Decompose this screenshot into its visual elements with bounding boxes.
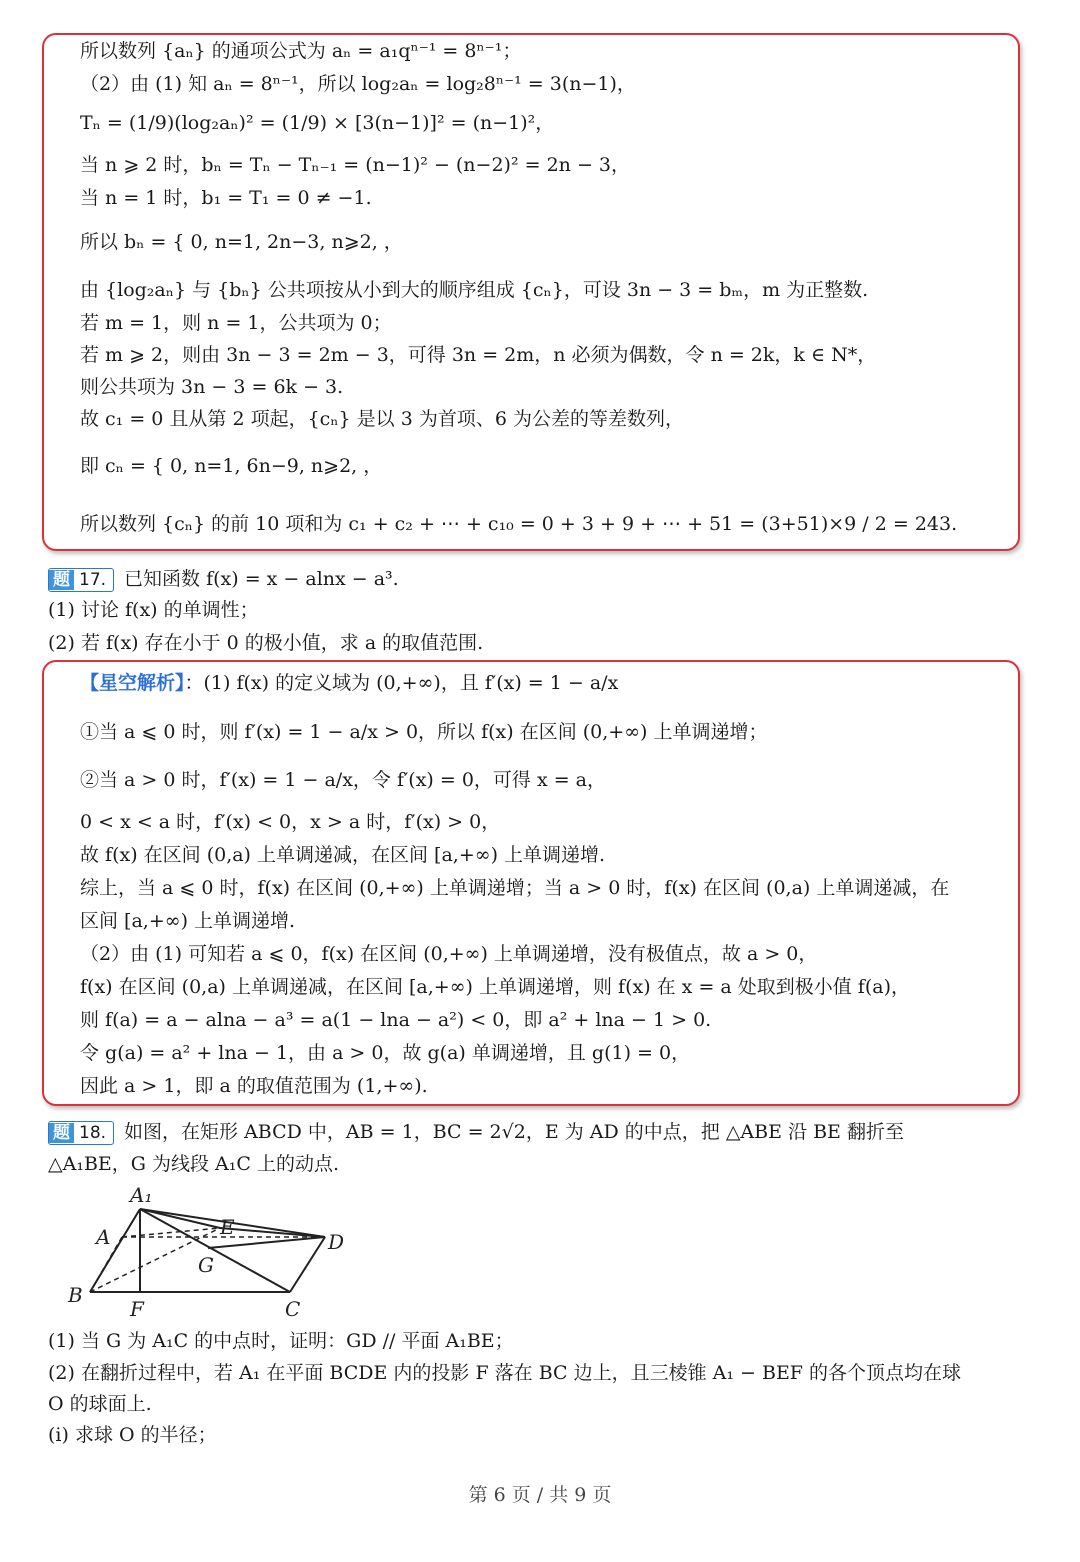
sol16-line-5: 当 n = 1 时，b₁ = T₁ = 0 ≠ −1. (80, 187, 372, 209)
label-B: B (68, 1283, 83, 1307)
sol16-line-2: （2）由 (1) 知 aₙ = 8ⁿ⁻¹，所以 log₂aₙ = log₂8ⁿ⁻¹ = 3(n−1)， (80, 73, 636, 95)
sol16-line-6: 所以 bₙ = { 0, n=1, 2n−3, n⩾2, ， (80, 231, 403, 253)
sol16-line-13: 所以数列 {cₙ} 的前 10 项和为 c₁ + c₂ + ⋯ + c₁₀ = 0 + 3 + 9 + ⋯ + 51 = (3+51)×9 / 2 = 243. (80, 513, 958, 535)
label-D: D (328, 1230, 345, 1254)
edge-A1-C (140, 1209, 290, 1292)
sol17-line-2: ①当 a ⩽ 0 时，则 f′(x) = 1 − a/x > 0，所以 f(x) 在区间 (0,+∞) 上单调递增； (80, 721, 768, 743)
label-C: C (285, 1297, 301, 1321)
sol17-line-12: 因此 a > 1，即 a 的取值范围为 (1,+∞). (80, 1075, 428, 1097)
question-tag (48, 568, 114, 592)
question-tag (48, 1121, 114, 1145)
sol17-line-11: 令 g(a) = a² + lna − 1，由 a > 0，故 g(a) 单调递增，且 g(1) = 0， (80, 1042, 691, 1064)
sol17-line-9: f(x) 在区间 (0,a) 上单调递减，在区间 [a,+∞) 上单调递增，则 f(x) 在 x = a 处取到极小值 f(a)， (80, 976, 910, 998)
question-17-stem (48, 566, 399, 592)
sol17-line-7: 区间 [a,+∞) 上单调递增. (80, 910, 296, 932)
page-number: 第 6 页 / 共 9 页 (468, 1484, 612, 1506)
question-tag-label: 题 (49, 1123, 74, 1143)
question-17-text: 已知函数 f(x) = x − alnx − a³. (124, 568, 399, 590)
sol17-line-8: （2）由 (1) 可知若 a ⩽ 0，f(x) 在区间 (0,+∞) 上单调递增，没有极值点，故 a > 0， (80, 943, 818, 965)
question-18-part-2-i: (ⅰ) 求球 O 的半径； (48, 1424, 217, 1446)
sol16-line-4: 当 n ⩾ 2 时，bₙ = Tₙ − Tₙ₋₁ = (n−1)² − (n−2)² = 2n − 3， (80, 154, 630, 176)
question-18-stem-2: △A₁BE，G 为线段 A₁C 上的动点. (48, 1153, 339, 1175)
edge-C-D (290, 1237, 325, 1292)
sol16-line-1: 所以数列 {aₙ} 的通项公式为 aₙ = a₁qⁿ⁻¹ = 8ⁿ⁻¹； (80, 40, 522, 62)
question-17-part-2: (2) 若 f(x) 存在小于 0 的极小值，求 a 的取值范围. (48, 632, 484, 654)
sol17-line-6: 综上，当 a ⩽ 0 时，f(x) 在区间 (0,+∞) 上单调递增；当 a > 0 时，f(x) 在区间 (0,a) 上单调递减，在 (80, 877, 950, 899)
sol16-line-9: 若 m ⩾ 2，则由 3n − 3 = 2m − 3，可得 3n = 2m，n 必须为偶数，令 n = 2k，k ∈ N*， (80, 344, 877, 366)
question-number: 18. (79, 1123, 107, 1143)
label-F: F (130, 1297, 144, 1321)
question-18-part-1: (1) 当 G 为 A₁C 的中点时，证明：GD // 平面 A₁BE； (48, 1330, 514, 1352)
sol16-line-7: 由 {log₂aₙ} 与 {bₙ} 公共项按从小到大的顺序组成 {cₙ}，可设 3n − 3 = bₘ，m 为正整数. (80, 279, 869, 301)
sol17-line-1 (80, 670, 618, 696)
sol17-line-3: ②当 a > 0 时，f′(x) = 1 − a/x，令 f′(x) = 0，可得 x = a， (80, 769, 607, 791)
question-tag-label: 题 (49, 570, 74, 590)
solution-label: 【星空解析】 (80, 672, 185, 694)
label-E: E (220, 1215, 235, 1239)
sol17-line-4: 0 < x < a 时，f′(x) < 0，x > a 时，f′(x) > 0， (80, 811, 501, 833)
question-18-part-2-cont: O 的球面上. (48, 1393, 152, 1415)
sol17-line-5: 故 f(x) 在区间 (0,a) 上单调递减，在区间 [a,+∞) 上单调递增. (80, 844, 606, 866)
sol16-line-10: 则公共项为 3n − 3 = 6k − 3. (80, 376, 344, 398)
question-18-stem-1 (48, 1119, 904, 1145)
label-G: G (198, 1253, 214, 1277)
sol16-line-3: Tₙ = (1/9)(log₂aₙ)² = (1/9) × [3(n−1)]² = (n−1)²， (80, 112, 555, 134)
folded-rectangle-figure (60, 1182, 360, 1322)
sol16-line-12: 即 cₙ = { 0, n=1, 6n−9, n⩾2, ， (80, 455, 383, 477)
label-A1: A₁ (130, 1183, 153, 1207)
sol16-line-8: 若 m = 1，则 n = 1，公共项为 0； (80, 312, 392, 334)
question-number: 17. (79, 570, 107, 590)
question-18-part-2: (2) 在翻折过程中，若 A₁ 在平面 BCDE 内的投影 F 落在 BC 边上，且三棱锥 A₁ − BEF 的各个顶点均在球 (48, 1362, 962, 1384)
label-A: A (96, 1225, 111, 1249)
sol17-line-10: 则 f(a) = a − alna − a³ = a(1 − lna − a²) < 0，即 a² + lna − 1 > 0. (80, 1009, 712, 1031)
question-18-text-1: 如图，在矩形 ABCD 中，AB = 1，BC = 2√2，E 为 AD 的中点，把 △ABE 沿 BE 翻折至 (124, 1121, 904, 1143)
sol17-line-1-text: ：(1) f(x) 的定义域为 (0,+∞)，且 f′(x) = 1 − a/x (184, 672, 619, 694)
sol16-line-11: 故 c₁ = 0 且从第 2 项起，{cₙ} 是以 3 为首项、6 为公差的等差数列， (80, 408, 684, 430)
question-17-part-1: (1) 讨论 f(x) 的单调性； (48, 599, 259, 621)
